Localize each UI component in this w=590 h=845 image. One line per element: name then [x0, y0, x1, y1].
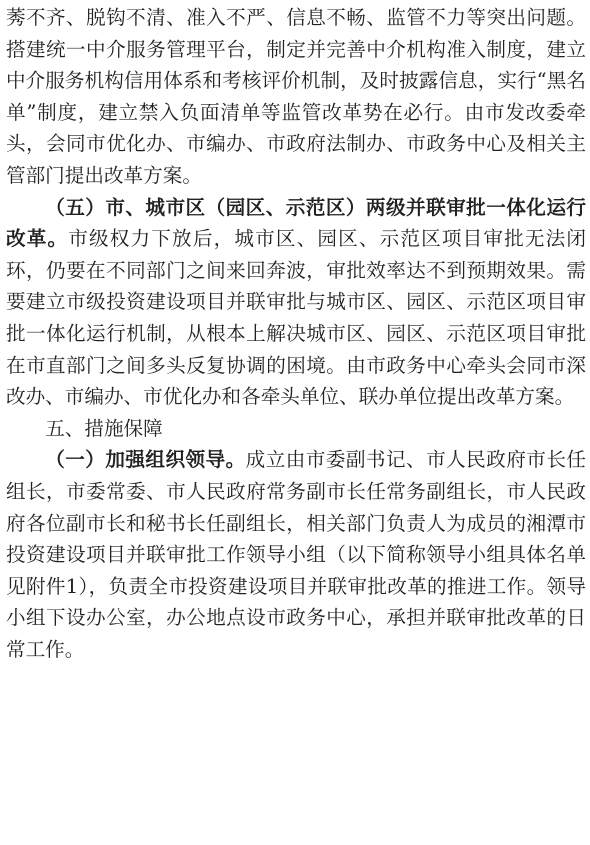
item-heading-one: （一）加强组织领导。 [45, 448, 246, 472]
paragraph-text: 市级权力下放后，城市区、园区、示范区项目审批无法闭环，仍要在不同部门之间来回奔波，审批效率达不到预期效果。需要建立市级投资建设项目并联审批与城市区、园区、示范区项目审批一体化运行机制，从根本上解决城市区、园区、示范区项目审批在市直部门之间多头反复协调的困境。由市政务中心牵头会同市深改办、市编办、市优化办和各牵头单位、联办单位提出改革方案。 [6, 227, 587, 409]
document-page [6, 2, 586, 665]
item-heading-five: （五）市、城市区（园区、示范区）两级并联审批一体化运行改革。 [6, 195, 586, 251]
paragraph-intermediary-reform [6, 2, 586, 192]
paragraph-organization-leadership [6, 444, 586, 665]
section-title-measures: 五、措施保障 [45, 416, 163, 440]
paragraph-text: 成立由市委副书记、市人民政府市长任组长，市委常委、市人民政府常务副市长任常务副组长，市人民政府各位副市长和秘书长任副组长，相关部门负责人为成员的湘潭市投资建设项目并联审批工作领导小组（以下简称领导小组具体名单见附件1），负责全市投资建设项目并联审批改革的推进工作。领导小组下设办公室，办公地点设市政务中心，承担并联审批改革的日常工作。 [6, 448, 586, 661]
paragraph-text: 莠不齐、脱钩不清、准入不严、信息不畅、监管不力等突出问题。搭建统一中介服务管理平台，制定并完善中介机构准入制度，建立中介服务机构信用体系和考核评价机制，及时披露信息，实行“黑名单”制度，建立禁入负面清单等监管改革势在必行。由市发改委牵头，会同市优化办、市编办、市政府法制办、市政务中心及相关主管部门提出改革方案。 [6, 6, 586, 187]
paragraph-two-level-approval [6, 192, 586, 413]
